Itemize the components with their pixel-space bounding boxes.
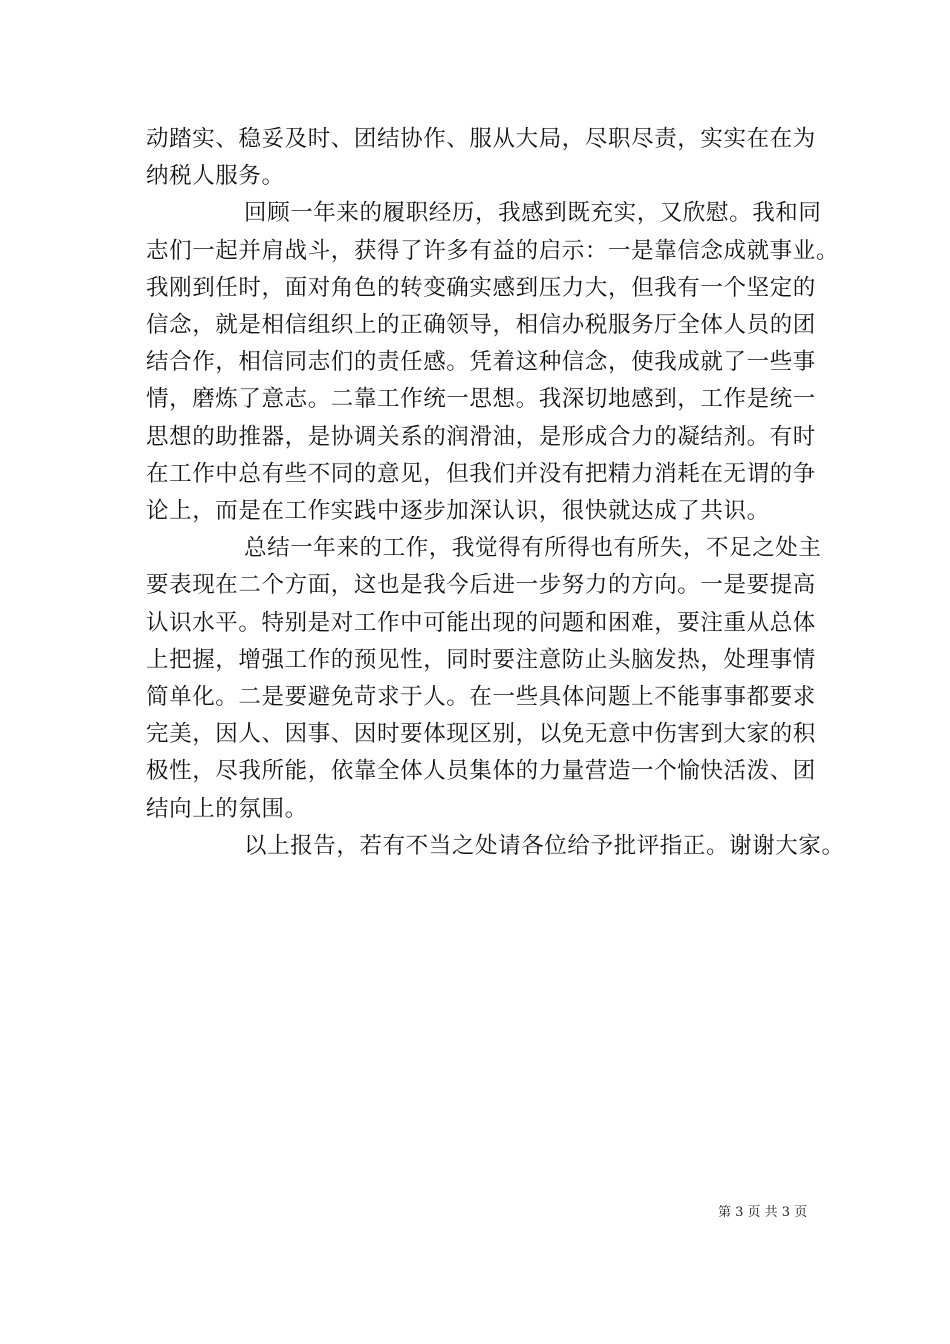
text-line: 上把握，增强工作的预见性，同时要注意防止头脑发热，处理事情 xyxy=(146,646,816,673)
paragraph xyxy=(146,121,816,195)
text-line: 结合作，相信同志们的责任感。凭着这种信念，使我成就了一些事 xyxy=(146,349,816,376)
text-line: 我刚到任时，面对角色的转变确实感到压力大，但我有一个坚定的 xyxy=(146,274,816,301)
text-line: 认识水平。特别是对工作中可能出现的问题和困难，要注重从总体 xyxy=(146,609,816,636)
text-line: 完美，因人、因事、因时要体现区别，以免无意中伤害到大家的积 xyxy=(146,721,816,748)
body-text xyxy=(146,121,845,865)
paragraph xyxy=(146,530,822,828)
text-line: 要表现在二个方面，这也是我今后进一步努力的方向。一是要提高 xyxy=(146,572,816,599)
text-line: 纳税人服务。 xyxy=(146,163,285,190)
page-number: 第 3 页 共 3 页 xyxy=(718,1205,808,1220)
text-line: 论上，而是在工作实践中逐步加深认识，很快就达成了共识。 xyxy=(146,498,770,525)
text-line: 思想的助推器，是协调关系的润滑油，是形成合力的凝结剂。有时 xyxy=(146,423,816,450)
text-line: 信念，就是相信组织上的正确领导，相信办税服务厅全体人员的团 xyxy=(146,312,816,339)
text-line: 以上报告，若有不当之处请各位给予批评指正。谢谢大家。 xyxy=(244,832,845,859)
text-line: 在工作中总有些不同的意见，但我们并没有把精力消耗在无谓的争 xyxy=(146,460,816,487)
text-line: 动踏实、稳妥及时、团结协作、服从大局，尽职尽责，实实在在为 xyxy=(146,126,816,152)
text-line: 极性，尽我所能，依靠全体人员集体的力量营造一个愉快活泼、团 xyxy=(146,758,816,785)
text-line: 总结一年来的工作，我觉得有所得也有所失，不足之处主 xyxy=(244,535,822,562)
text-line: 情，磨炼了意志。二靠工作统一思想。我深切地感到，工作是统一 xyxy=(146,386,816,413)
paragraph xyxy=(146,195,840,530)
text-line: 志们一起并肩战斗，获得了许多有益的启示：一是靠信念成就事业。 xyxy=(146,237,840,264)
text-line: 简单化。二是要避免苛求于人。在一些具体问题上不能事事都要求 xyxy=(146,684,816,711)
text-line: 回顾一年来的履职经历，我感到既充实，又欣慰。我和同 xyxy=(244,200,822,227)
paragraph xyxy=(146,828,845,865)
text-line: 结向上的氛围。 xyxy=(146,795,308,822)
